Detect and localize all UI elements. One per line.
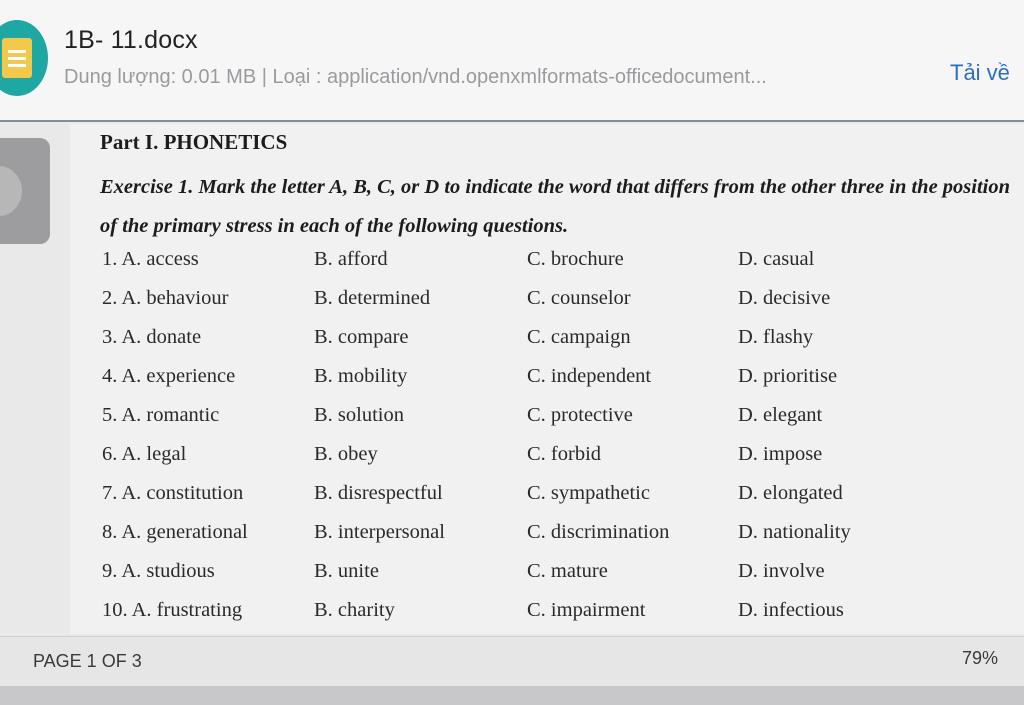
- file-meta: Dung lượng: 0.01 MB | Loại : application/vnd.openxmlformats-officedocument...: [64, 66, 767, 88]
- option-d: D. decisive: [738, 287, 831, 309]
- option-c: C. sympathetic: [527, 482, 650, 504]
- option-c: C. brochure: [527, 248, 624, 270]
- option-d: D. nationality: [738, 521, 851, 543]
- option-c: C. campaign: [527, 326, 631, 348]
- side-scroll-tab[interactable]: [0, 138, 50, 244]
- option-a: 5. A. romantic: [102, 404, 220, 426]
- option-d: D. casual: [738, 248, 815, 270]
- part-title: Part I. PHONETICS: [100, 130, 288, 154]
- bottom-bar: [0, 686, 1024, 705]
- document-sheet-icon: [2, 38, 32, 78]
- option-c: C. discrimination: [527, 521, 670, 543]
- option-c: C. independent: [527, 365, 652, 387]
- option-b: B. charity: [314, 599, 395, 621]
- option-a: 2. A. behaviour: [102, 287, 229, 309]
- option-d: D. prioritise: [738, 365, 838, 387]
- option-b: B. afford: [314, 248, 388, 270]
- option-d: D. flashy: [738, 326, 814, 348]
- file-title: 1B- 11.docx: [64, 26, 198, 54]
- option-d: D. elongated: [738, 482, 843, 504]
- document-file-icon: [0, 20, 48, 96]
- page-indicator: PAGE 1 OF 3: [33, 651, 142, 671]
- option-a: 7. A. constitution: [102, 482, 244, 504]
- option-b: B. interpersonal: [314, 521, 445, 543]
- option-d: D. involve: [738, 560, 825, 582]
- option-a: 3. A. donate: [102, 326, 202, 348]
- option-b: B. determined: [314, 287, 431, 309]
- option-d: D. elegant: [738, 404, 823, 426]
- viewer-footer: [0, 636, 1024, 686]
- option-a: 1. A. access: [102, 248, 199, 270]
- exercise-instructions: Exercise 1. Mark the letter A, B, C, or D to indicate the word that differs from the other three in the position of the primary stress in each of the following questions.: [100, 176, 1011, 237]
- side-tab-knob[interactable]: [0, 166, 22, 216]
- download-link[interactable]: Tải về: [950, 60, 1010, 85]
- option-c: C. protective: [527, 404, 633, 426]
- option-c: C. mature: [527, 560, 608, 582]
- option-d: D. impose: [738, 443, 823, 465]
- option-c: C. counselor: [527, 287, 631, 309]
- option-c: C. forbid: [527, 443, 602, 465]
- option-d: D. infectious: [738, 599, 844, 621]
- option-a: 10. A. frustrating: [102, 599, 243, 621]
- option-b: B. solution: [314, 404, 404, 426]
- option-b: B. mobility: [314, 365, 408, 387]
- zoom-level[interactable]: 79%: [962, 648, 999, 668]
- option-a: 9. A. studious: [102, 560, 215, 582]
- option-b: B. obey: [314, 443, 378, 465]
- option-b: B. disrespectful: [314, 482, 443, 504]
- option-c: C. impairment: [527, 599, 646, 621]
- option-b: B. compare: [314, 326, 409, 348]
- option-a: 6. A. legal: [102, 443, 187, 465]
- file-header: [0, 0, 1024, 122]
- option-a: 4. A. experience: [102, 365, 236, 387]
- option-b: B. unite: [314, 560, 379, 582]
- option-a: 8. A. generational: [102, 521, 248, 543]
